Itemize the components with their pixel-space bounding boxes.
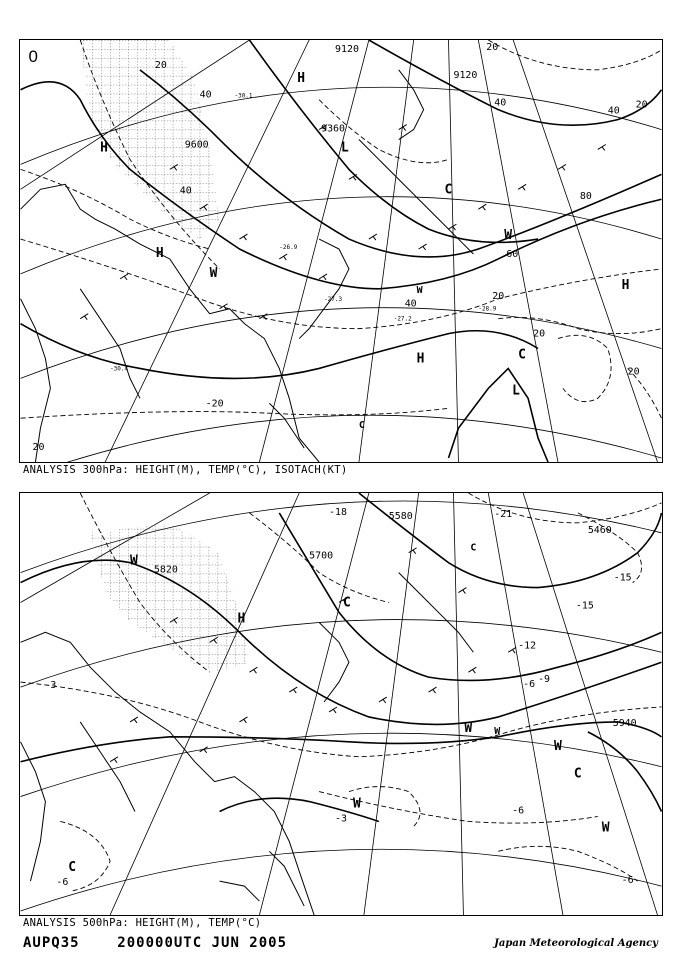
warm-center: W — [352, 796, 361, 812]
height-label: 9120 — [335, 43, 359, 55]
pressure-center-high: H — [237, 611, 246, 627]
isotach-label: 20 — [533, 328, 546, 340]
isotach-label: 40 — [607, 105, 620, 117]
warm-center: W — [209, 265, 218, 281]
pressure-center-low: L — [341, 140, 349, 156]
temp-label: -6 — [523, 679, 536, 691]
cold-center: C — [573, 766, 582, 782]
height-label: 5700 — [309, 550, 334, 562]
cold-center: C — [342, 595, 351, 611]
chart-code: AUPQ35 — [23, 935, 80, 951]
temp-label: -28.9 — [478, 305, 497, 313]
pressure-center-low: L — [512, 383, 520, 399]
analysis-time: 200000UTC JUN 2005 — [117, 935, 288, 951]
temp-label: -15 — [575, 600, 594, 612]
temp-label: -6 — [512, 805, 525, 817]
map-500hpa-svg — [20, 493, 662, 915]
temp-label: -26.9 — [279, 244, 298, 252]
isotach-label: 20 — [492, 290, 505, 302]
pressure-center-high: H — [100, 140, 108, 156]
temp-label: -12 — [518, 640, 537, 652]
temp-label: -3 — [335, 813, 347, 825]
warm-center: W — [494, 725, 501, 737]
cold-center: C — [68, 860, 77, 876]
height-label: 9360 — [321, 123, 346, 135]
isotach-label: 20 — [635, 99, 648, 111]
isotach-label: 20 — [32, 442, 45, 454]
temp-label: -15 — [613, 572, 632, 584]
temp-label: -3 — [44, 680, 57, 692]
height-label: 9120 — [453, 69, 478, 81]
temp-label: -21 — [494, 508, 513, 520]
coastlines — [21, 70, 474, 462]
height-label: 9600 — [184, 139, 209, 151]
isotach-label: 60 — [506, 248, 519, 260]
height-label: 5580 — [388, 510, 413, 522]
agency-name: Japan Meteorological Agency — [494, 938, 658, 949]
pressure-center-high: H — [621, 277, 630, 293]
warm-center: W — [504, 228, 513, 244]
isotach-label: 40 — [404, 298, 417, 310]
analysis-300hpa-map — [19, 39, 663, 463]
temp-label: -9 — [538, 674, 551, 686]
pressure-center-high: H — [155, 245, 164, 261]
isotach-label: 80 — [579, 191, 592, 203]
temp-label: -30.1 — [234, 92, 253, 100]
cold-center: C — [358, 420, 365, 432]
cold-center: C — [470, 542, 477, 554]
isotach-label: 20 — [486, 41, 499, 53]
temp-label: -27.2 — [393, 315, 412, 323]
caption-500hpa: ANALYSIS 500hPa: HEIGHT(M), TEMP(°C) — [23, 917, 262, 929]
height-label: 5940 — [612, 717, 637, 729]
chart-code-time — [23, 935, 287, 951]
caption-300hpa: ANALYSIS 300hPa: HEIGHT(M), TEMP(°C), ISOTACH(KT) — [23, 464, 348, 476]
temp-label: -30.4 — [110, 365, 129, 373]
warm-center: W — [130, 553, 138, 569]
cold-center: C — [518, 347, 526, 363]
analysis-500hpa-map — [19, 492, 663, 916]
height-label: 5820 — [153, 564, 178, 576]
pressure-center-high: H — [416, 351, 425, 367]
temp-label: -18 — [329, 506, 348, 518]
isotach-label: 40 — [179, 185, 192, 197]
temp-label: -6 — [621, 875, 634, 887]
warm-center: W — [553, 738, 562, 754]
isotach-label: 20 — [627, 366, 640, 378]
warm-center: W — [601, 820, 610, 836]
temp-label: -6 — [56, 877, 69, 889]
map-300hpa-svg — [20, 40, 662, 462]
hatched-region — [90, 523, 249, 672]
temp-label: -20 — [205, 398, 224, 410]
temp-label: -27.3 — [324, 295, 343, 303]
height-label: 5460 — [587, 524, 612, 536]
warm-center: W — [464, 720, 473, 736]
isotach-label: 40 — [494, 97, 507, 109]
warm-center: W — [416, 284, 423, 296]
pressure-center-high: H — [297, 70, 305, 86]
isotach-label: 20 — [154, 59, 167, 71]
isotach-label: 40 — [199, 89, 212, 101]
panel-number: 0 — [28, 46, 38, 66]
cold-center: C — [444, 182, 453, 198]
